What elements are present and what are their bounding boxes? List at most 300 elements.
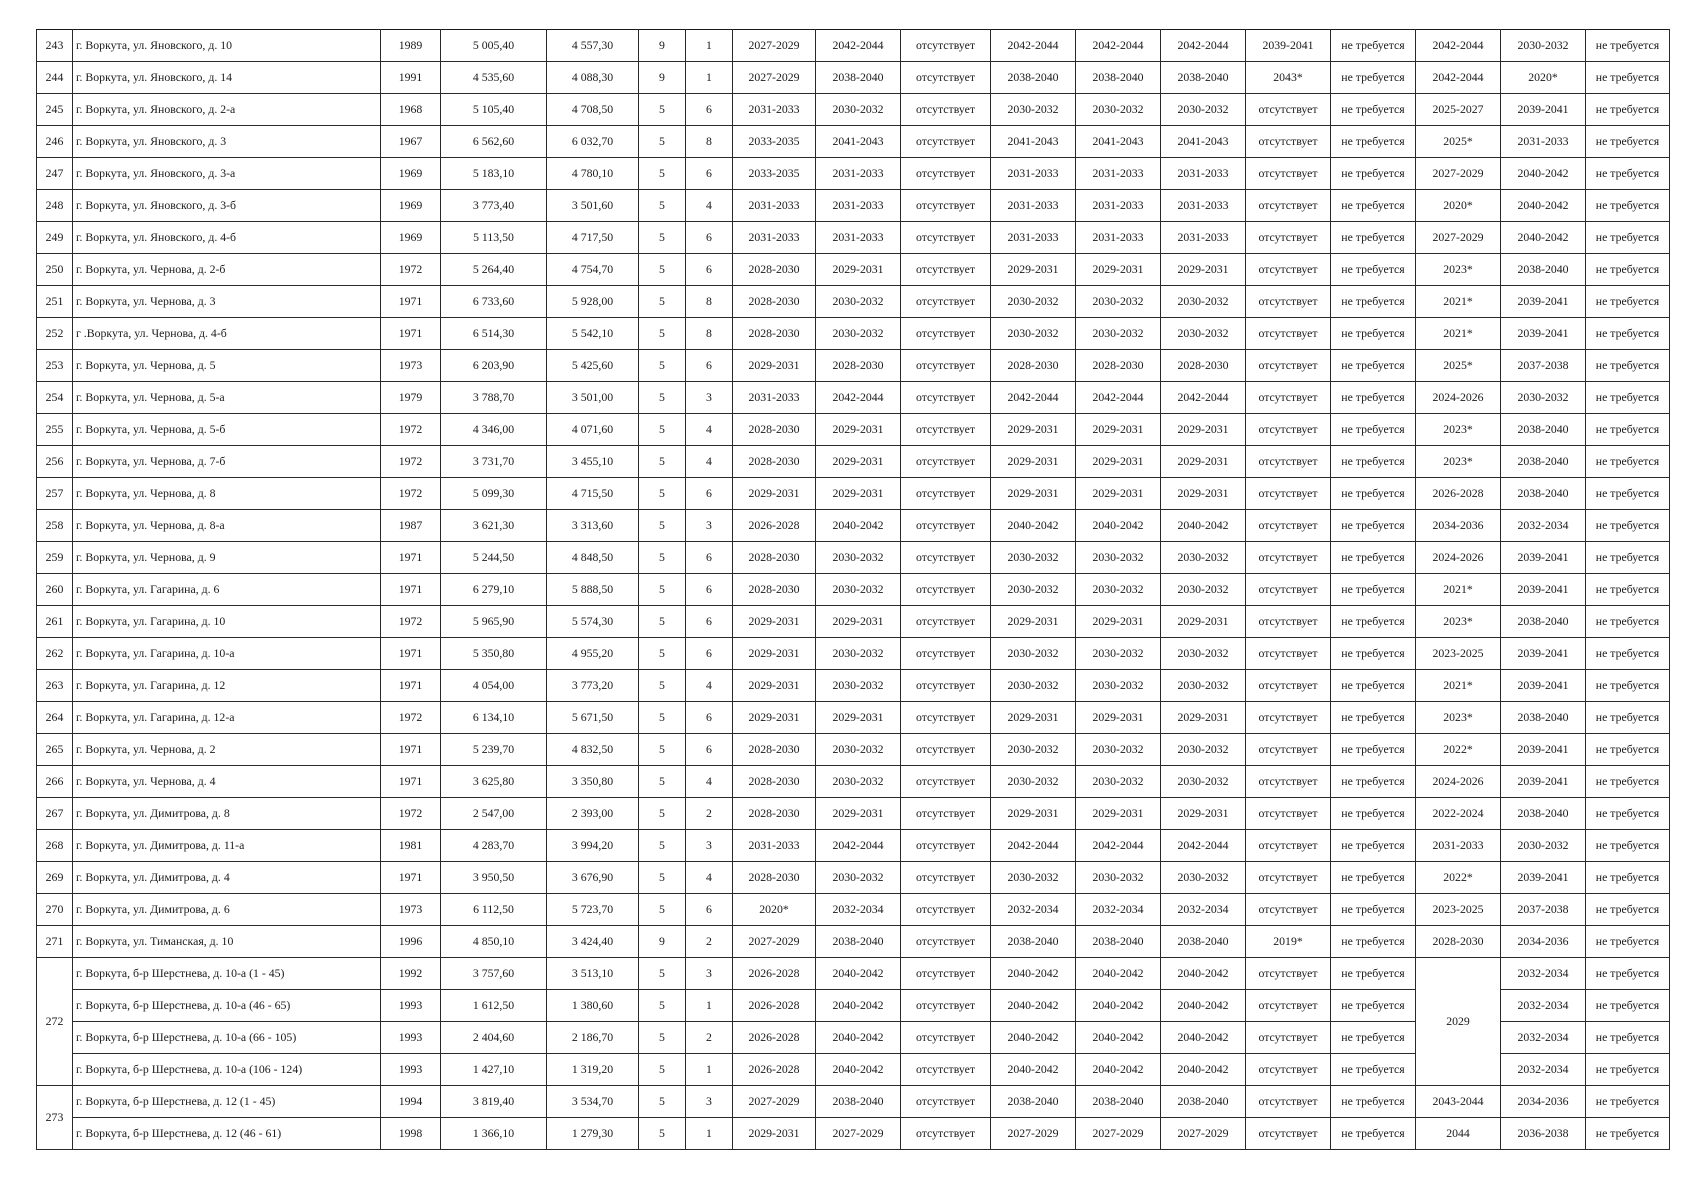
foundation-cell: не требуется xyxy=(1331,1054,1416,1086)
living-area-cell: 5 928,00 xyxy=(547,286,639,318)
roof-repair-cell: 2033-2035 xyxy=(733,158,816,190)
row-number-cell: 272 xyxy=(37,958,73,1086)
cold-water-cell: 2030-2032 xyxy=(1161,638,1246,670)
cold-water-cell: 2040-2042 xyxy=(1161,958,1246,990)
year-built-cell: 1972 xyxy=(381,478,441,510)
sewer-cell: 2030-2032 xyxy=(1501,30,1586,62)
sewer-cell: 2037-2038 xyxy=(1501,350,1586,382)
elevator-cell: отсутствует xyxy=(901,894,991,926)
floors-cell: 5 xyxy=(639,606,686,638)
hot-water-cell: 2029-2031 xyxy=(1076,446,1161,478)
floors-cell: 5 xyxy=(639,94,686,126)
table-row xyxy=(37,702,1670,734)
meters-cell: не требуется xyxy=(1586,1022,1670,1054)
heating-cell: 2038-2040 xyxy=(991,926,1076,958)
meters-cell: не требуется xyxy=(1586,382,1670,414)
foundation-cell: не требуется xyxy=(1331,190,1416,222)
cold-water-cell: 2029-2031 xyxy=(1161,414,1246,446)
total-area-cell: 1 427,10 xyxy=(441,1054,547,1086)
row-number-cell: 261 xyxy=(37,606,73,638)
foundation-cell: не требуется xyxy=(1331,158,1416,190)
elevator-cell: отсутствует xyxy=(901,990,991,1022)
facade-repair-cell: 2031-2033 xyxy=(816,158,901,190)
meters-cell: не требуется xyxy=(1586,638,1670,670)
living-area-cell: 6 032,70 xyxy=(547,126,639,158)
roof-repair-cell: 2028-2030 xyxy=(733,798,816,830)
gas-cell: отсутствует xyxy=(1246,286,1331,318)
meters-cell: не требуется xyxy=(1586,766,1670,798)
floors-cell: 5 xyxy=(639,574,686,606)
electric-cell: 2024-2026 xyxy=(1416,766,1501,798)
floors-cell: 5 xyxy=(639,766,686,798)
elevator-cell: отсутствует xyxy=(901,30,991,62)
entrances-cell: 1 xyxy=(686,1054,733,1086)
elevator-cell: отсутствует xyxy=(901,286,991,318)
living-area-cell: 4 754,70 xyxy=(547,254,639,286)
entrances-cell: 2 xyxy=(686,798,733,830)
hot-water-cell: 2027-2029 xyxy=(1076,1118,1161,1150)
roof-repair-cell: 2029-2031 xyxy=(733,350,816,382)
hot-water-cell: 2030-2032 xyxy=(1076,94,1161,126)
elevator-cell: отсутствует xyxy=(901,1118,991,1150)
foundation-cell: не требуется xyxy=(1331,894,1416,926)
electric-cell: 2023* xyxy=(1416,606,1501,638)
living-area-cell: 3 455,10 xyxy=(547,446,639,478)
entrances-cell: 6 xyxy=(686,478,733,510)
living-area-cell: 3 773,20 xyxy=(547,670,639,702)
cold-water-cell: 2042-2044 xyxy=(1161,382,1246,414)
table-row xyxy=(37,510,1670,542)
floors-cell: 5 xyxy=(639,222,686,254)
year-built-cell: 1998 xyxy=(381,1118,441,1150)
electric-cell: 2034-2036 xyxy=(1416,510,1501,542)
heating-cell: 2031-2033 xyxy=(991,222,1076,254)
heating-cell: 2029-2031 xyxy=(991,606,1076,638)
hot-water-cell: 2038-2040 xyxy=(1076,926,1161,958)
year-built-cell: 1992 xyxy=(381,958,441,990)
roof-repair-cell: 2028-2030 xyxy=(733,862,816,894)
heating-cell: 2041-2043 xyxy=(991,126,1076,158)
sewer-cell: 2038-2040 xyxy=(1501,798,1586,830)
heating-cell: 2028-2030 xyxy=(991,350,1076,382)
facade-repair-cell: 2030-2032 xyxy=(816,94,901,126)
floors-cell: 5 xyxy=(639,638,686,670)
facade-repair-cell: 2029-2031 xyxy=(816,254,901,286)
hot-water-cell: 2029-2031 xyxy=(1076,702,1161,734)
electric-cell: 2022-2024 xyxy=(1416,798,1501,830)
entrances-cell: 2 xyxy=(686,926,733,958)
roof-repair-cell: 2027-2029 xyxy=(733,30,816,62)
cold-water-cell: 2029-2031 xyxy=(1161,446,1246,478)
cold-water-cell: 2031-2033 xyxy=(1161,190,1246,222)
address-cell: г. Воркута, б-р Шерстнева, д. 10-а (106 - 124) xyxy=(73,1054,381,1086)
entrances-cell: 4 xyxy=(686,670,733,702)
year-built-cell: 1969 xyxy=(381,190,441,222)
entrances-cell: 6 xyxy=(686,350,733,382)
electric-cell: 2023-2025 xyxy=(1416,894,1501,926)
gas-cell: отсутствует xyxy=(1246,1118,1331,1150)
roof-repair-cell: 2028-2030 xyxy=(733,446,816,478)
foundation-cell: не требуется xyxy=(1331,542,1416,574)
gas-cell: отсутствует xyxy=(1246,94,1331,126)
cold-water-cell: 2031-2033 xyxy=(1161,158,1246,190)
living-area-cell: 4 780,10 xyxy=(547,158,639,190)
elevator-cell: отсутствует xyxy=(901,414,991,446)
table-row xyxy=(37,126,1670,158)
gas-cell: отсутствует xyxy=(1246,126,1331,158)
living-area-cell: 1 279,30 xyxy=(547,1118,639,1150)
entrances-cell: 6 xyxy=(686,254,733,286)
sewer-cell: 2040-2042 xyxy=(1501,190,1586,222)
sewer-cell: 2039-2041 xyxy=(1501,542,1586,574)
floors-cell: 5 xyxy=(639,126,686,158)
address-cell: г. Воркута, ул. Тиманская, д. 10 xyxy=(73,926,381,958)
living-area-cell: 3 501,00 xyxy=(547,382,639,414)
floors-cell: 5 xyxy=(639,1086,686,1118)
living-area-cell: 2 393,00 xyxy=(547,798,639,830)
sewer-cell: 2032-2034 xyxy=(1501,1054,1586,1086)
facade-repair-cell: 2031-2033 xyxy=(816,222,901,254)
meters-cell: не требуется xyxy=(1586,606,1670,638)
living-area-cell: 5 723,70 xyxy=(547,894,639,926)
row-number-cell: 259 xyxy=(37,542,73,574)
sewer-cell: 2032-2034 xyxy=(1501,1022,1586,1054)
sewer-cell: 2037-2038 xyxy=(1501,894,1586,926)
sewer-cell: 2038-2040 xyxy=(1501,478,1586,510)
gas-cell: отсутствует xyxy=(1246,382,1331,414)
roof-repair-cell: 2028-2030 xyxy=(733,318,816,350)
roof-repair-cell: 2028-2030 xyxy=(733,734,816,766)
facade-repair-cell: 2029-2031 xyxy=(816,414,901,446)
foundation-cell: не требуется xyxy=(1331,126,1416,158)
row-number-cell: 248 xyxy=(37,190,73,222)
entrances-cell: 4 xyxy=(686,766,733,798)
foundation-cell: не требуется xyxy=(1331,318,1416,350)
electric-cell: 2023* xyxy=(1416,254,1501,286)
facade-repair-cell: 2040-2042 xyxy=(816,510,901,542)
heating-cell: 2040-2042 xyxy=(991,510,1076,542)
row-number-cell: 254 xyxy=(37,382,73,414)
gas-cell: отсутствует xyxy=(1246,574,1331,606)
floors-cell: 5 xyxy=(639,318,686,350)
address-cell: г. Воркута, ул. Чернова, д. 5 xyxy=(73,350,381,382)
address-cell: г. Воркута, ул. Чернова, д. 7-б xyxy=(73,446,381,478)
year-built-cell: 1971 xyxy=(381,638,441,670)
living-area-cell: 3 350,80 xyxy=(547,766,639,798)
hot-water-cell: 2029-2031 xyxy=(1076,798,1161,830)
entrances-cell: 6 xyxy=(686,894,733,926)
meters-cell: не требуется xyxy=(1586,158,1670,190)
year-built-cell: 1972 xyxy=(381,446,441,478)
foundation-cell: не требуется xyxy=(1331,30,1416,62)
heating-cell: 2029-2031 xyxy=(991,478,1076,510)
cold-water-cell: 2030-2032 xyxy=(1161,318,1246,350)
floors-cell: 5 xyxy=(639,254,686,286)
address-cell: г. Воркута, ул. Чернова, д. 5-б xyxy=(73,414,381,446)
gas-cell: отсутствует xyxy=(1246,446,1331,478)
cold-water-cell: 2041-2043 xyxy=(1161,126,1246,158)
entrances-cell: 3 xyxy=(686,1086,733,1118)
table-row xyxy=(37,254,1670,286)
address-cell: г. Воркута, ул. Димитрова, д. 11-а xyxy=(73,830,381,862)
row-number-cell: 266 xyxy=(37,766,73,798)
entrances-cell: 6 xyxy=(686,158,733,190)
facade-repair-cell: 2032-2034 xyxy=(816,894,901,926)
entrances-cell: 6 xyxy=(686,94,733,126)
electric-cell: 2042-2044 xyxy=(1416,62,1501,94)
total-area-cell: 3 819,40 xyxy=(441,1086,547,1118)
foundation-cell: не требуется xyxy=(1331,734,1416,766)
foundation-cell: не требуется xyxy=(1331,382,1416,414)
gas-cell: отсутствует xyxy=(1246,254,1331,286)
row-number-cell: 263 xyxy=(37,670,73,702)
year-built-cell: 1971 xyxy=(381,734,441,766)
gas-cell: отсутствует xyxy=(1246,222,1331,254)
facade-repair-cell: 2030-2032 xyxy=(816,766,901,798)
hot-water-cell: 2028-2030 xyxy=(1076,350,1161,382)
roof-repair-cell: 2031-2033 xyxy=(733,222,816,254)
facade-repair-cell: 2028-2030 xyxy=(816,350,901,382)
hot-water-cell: 2030-2032 xyxy=(1076,862,1161,894)
total-area-cell: 3 621,30 xyxy=(441,510,547,542)
sewer-cell: 2039-2041 xyxy=(1501,862,1586,894)
hot-water-cell: 2030-2032 xyxy=(1076,766,1161,798)
gas-cell: 2043* xyxy=(1246,62,1331,94)
heating-cell: 2030-2032 xyxy=(991,766,1076,798)
total-area-cell: 5 965,90 xyxy=(441,606,547,638)
roof-repair-cell: 2029-2031 xyxy=(733,702,816,734)
heating-cell: 2031-2033 xyxy=(991,158,1076,190)
gas-cell: отсутствует xyxy=(1246,510,1331,542)
hot-water-cell: 2038-2040 xyxy=(1076,62,1161,94)
cold-water-cell: 2040-2042 xyxy=(1161,510,1246,542)
meters-cell: не требуется xyxy=(1586,990,1670,1022)
elevator-cell: отсутствует xyxy=(901,446,991,478)
meters-cell: не требуется xyxy=(1586,350,1670,382)
living-area-cell: 2 186,70 xyxy=(547,1022,639,1054)
heating-cell: 2040-2042 xyxy=(991,1022,1076,1054)
entrances-cell: 8 xyxy=(686,286,733,318)
elevator-cell: отсутствует xyxy=(901,222,991,254)
electric-cell: 2029 xyxy=(1416,958,1501,1086)
roof-repair-cell: 2026-2028 xyxy=(733,958,816,990)
electric-cell: 2023* xyxy=(1416,446,1501,478)
hot-water-cell: 2041-2043 xyxy=(1076,126,1161,158)
sewer-cell: 2032-2034 xyxy=(1501,958,1586,990)
total-area-cell: 1 612,50 xyxy=(441,990,547,1022)
address-cell: г. Воркута, ул. Чернова, д. 5-а xyxy=(73,382,381,414)
cold-water-cell: 2030-2032 xyxy=(1161,734,1246,766)
gas-cell: отсутствует xyxy=(1246,318,1331,350)
heating-cell: 2030-2032 xyxy=(991,862,1076,894)
row-number-cell: 243 xyxy=(37,30,73,62)
address-cell: г. Воркута, ул. Гагарина, д. 10-а xyxy=(73,638,381,670)
meters-cell: не требуется xyxy=(1586,510,1670,542)
roof-repair-cell: 2020* xyxy=(733,894,816,926)
living-area-cell: 5 671,50 xyxy=(547,702,639,734)
gas-cell: отсутствует xyxy=(1246,542,1331,574)
foundation-cell: не требуется xyxy=(1331,606,1416,638)
table-row xyxy=(37,190,1670,222)
table-row xyxy=(37,1086,1670,1118)
sewer-cell: 2039-2041 xyxy=(1501,766,1586,798)
foundation-cell: не требуется xyxy=(1331,958,1416,990)
living-area-cell: 3 676,90 xyxy=(547,862,639,894)
living-area-cell: 4 717,50 xyxy=(547,222,639,254)
table-row xyxy=(37,414,1670,446)
meters-cell: не требуется xyxy=(1586,734,1670,766)
table-row xyxy=(37,542,1670,574)
meters-cell: не требуется xyxy=(1586,222,1670,254)
gas-cell: отсутствует xyxy=(1246,766,1331,798)
year-built-cell: 1972 xyxy=(381,798,441,830)
address-cell: г. Воркута, ул. Чернова, д. 9 xyxy=(73,542,381,574)
foundation-cell: не требуется xyxy=(1331,926,1416,958)
table-row xyxy=(37,830,1670,862)
gas-cell: отсутствует xyxy=(1246,350,1331,382)
meters-cell: не требуется xyxy=(1586,926,1670,958)
hot-water-cell: 2029-2031 xyxy=(1076,254,1161,286)
table-row xyxy=(37,158,1670,190)
roof-repair-cell: 2028-2030 xyxy=(733,574,816,606)
facade-repair-cell: 2030-2032 xyxy=(816,734,901,766)
meters-cell: не требуется xyxy=(1586,318,1670,350)
roof-repair-cell: 2031-2033 xyxy=(733,830,816,862)
cold-water-cell: 2030-2032 xyxy=(1161,862,1246,894)
sewer-cell: 2038-2040 xyxy=(1501,606,1586,638)
elevator-cell: отсутствует xyxy=(901,702,991,734)
gas-cell: отсутствует xyxy=(1246,1086,1331,1118)
foundation-cell: не требуется xyxy=(1331,1022,1416,1054)
sewer-cell: 2030-2032 xyxy=(1501,382,1586,414)
row-number-cell: 252 xyxy=(37,318,73,350)
facade-repair-cell: 2042-2044 xyxy=(816,830,901,862)
row-number-cell: 255 xyxy=(37,414,73,446)
hot-water-cell: 2031-2033 xyxy=(1076,158,1161,190)
roof-repair-cell: 2028-2030 xyxy=(733,542,816,574)
sewer-cell: 2039-2041 xyxy=(1501,318,1586,350)
elevator-cell: отсутствует xyxy=(901,350,991,382)
year-built-cell: 1971 xyxy=(381,862,441,894)
heating-cell: 2027-2029 xyxy=(991,1118,1076,1150)
electric-cell: 2023-2025 xyxy=(1416,638,1501,670)
living-area-cell: 4 088,30 xyxy=(547,62,639,94)
sewer-cell: 2039-2041 xyxy=(1501,574,1586,606)
meters-cell: не требуется xyxy=(1586,94,1670,126)
total-area-cell: 5 239,70 xyxy=(441,734,547,766)
elevator-cell: отсутствует xyxy=(901,510,991,542)
floors-cell: 5 xyxy=(639,958,686,990)
hot-water-cell: 2029-2031 xyxy=(1076,414,1161,446)
year-built-cell: 1972 xyxy=(381,254,441,286)
facade-repair-cell: 2029-2031 xyxy=(816,478,901,510)
heating-cell: 2038-2040 xyxy=(991,1086,1076,1118)
floors-cell: 5 xyxy=(639,414,686,446)
table-row xyxy=(37,894,1670,926)
sewer-cell: 2020* xyxy=(1501,62,1586,94)
year-built-cell: 1994 xyxy=(381,1086,441,1118)
address-cell: г. Воркута, ул. Яновского, д. 3-а xyxy=(73,158,381,190)
table-row xyxy=(37,926,1670,958)
roof-repair-cell: 2029-2031 xyxy=(733,638,816,670)
living-area-cell: 5 425,60 xyxy=(547,350,639,382)
table-row xyxy=(37,30,1670,62)
entrances-cell: 6 xyxy=(686,638,733,670)
living-area-cell: 4 557,30 xyxy=(547,30,639,62)
meters-cell: не требуется xyxy=(1586,478,1670,510)
roof-repair-cell: 2028-2030 xyxy=(733,766,816,798)
cold-water-cell: 2032-2034 xyxy=(1161,894,1246,926)
entrances-cell: 1 xyxy=(686,990,733,1022)
hot-water-cell: 2040-2042 xyxy=(1076,958,1161,990)
roof-repair-cell: 2031-2033 xyxy=(733,94,816,126)
year-built-cell: 1969 xyxy=(381,158,441,190)
heating-cell: 2029-2031 xyxy=(991,702,1076,734)
heating-cell: 2030-2032 xyxy=(991,542,1076,574)
table-row xyxy=(37,766,1670,798)
cold-water-cell: 2030-2032 xyxy=(1161,670,1246,702)
heating-cell: 2029-2031 xyxy=(991,446,1076,478)
elevator-cell: отсутствует xyxy=(901,862,991,894)
address-cell: г .Воркута, ул. Чернова, д. 4-б xyxy=(73,318,381,350)
total-area-cell: 3 625,80 xyxy=(441,766,547,798)
meters-cell: не требуется xyxy=(1586,574,1670,606)
floors-cell: 5 xyxy=(639,1022,686,1054)
heating-cell: 2042-2044 xyxy=(991,830,1076,862)
elevator-cell: отсутствует xyxy=(901,542,991,574)
sewer-cell: 2038-2040 xyxy=(1501,414,1586,446)
address-cell: г. Воркута, ул. Чернова, д. 8 xyxy=(73,478,381,510)
roof-repair-cell: 2028-2030 xyxy=(733,254,816,286)
cold-water-cell: 2030-2032 xyxy=(1161,574,1246,606)
total-area-cell: 5 264,40 xyxy=(441,254,547,286)
year-built-cell: 1973 xyxy=(381,894,441,926)
total-area-cell: 5 105,40 xyxy=(441,94,547,126)
total-area-cell: 1 366,10 xyxy=(441,1118,547,1150)
year-built-cell: 1968 xyxy=(381,94,441,126)
elevator-cell: отсутствует xyxy=(901,62,991,94)
total-area-cell: 6 279,10 xyxy=(441,574,547,606)
meters-cell: не требуется xyxy=(1586,958,1670,990)
year-built-cell: 1971 xyxy=(381,670,441,702)
table-row xyxy=(37,446,1670,478)
floors-cell: 5 xyxy=(639,862,686,894)
sewer-cell: 2039-2041 xyxy=(1501,286,1586,318)
electric-cell: 2027-2029 xyxy=(1416,158,1501,190)
total-area-cell: 5 350,80 xyxy=(441,638,547,670)
year-built-cell: 1972 xyxy=(381,702,441,734)
sewer-cell: 2036-2038 xyxy=(1501,1118,1586,1150)
meters-cell: не требуется xyxy=(1586,542,1670,574)
roof-repair-cell: 2026-2028 xyxy=(733,990,816,1022)
cold-water-cell: 2029-2031 xyxy=(1161,702,1246,734)
row-number-cell: 273 xyxy=(37,1086,73,1150)
address-cell: г. Воркута, ул. Яновского, д. 14 xyxy=(73,62,381,94)
gas-cell: отсутствует xyxy=(1246,862,1331,894)
total-area-cell: 6 562,60 xyxy=(441,126,547,158)
foundation-cell: не требуется xyxy=(1331,414,1416,446)
meters-cell: не требуется xyxy=(1586,830,1670,862)
total-area-cell: 3 731,70 xyxy=(441,446,547,478)
living-area-cell: 3 994,20 xyxy=(547,830,639,862)
facade-repair-cell: 2029-2031 xyxy=(816,798,901,830)
meters-cell: не требуется xyxy=(1586,126,1670,158)
electric-cell: 2023* xyxy=(1416,702,1501,734)
heating-cell: 2029-2031 xyxy=(991,798,1076,830)
table-row xyxy=(37,798,1670,830)
row-number-cell: 260 xyxy=(37,574,73,606)
total-area-cell: 5 183,10 xyxy=(441,158,547,190)
